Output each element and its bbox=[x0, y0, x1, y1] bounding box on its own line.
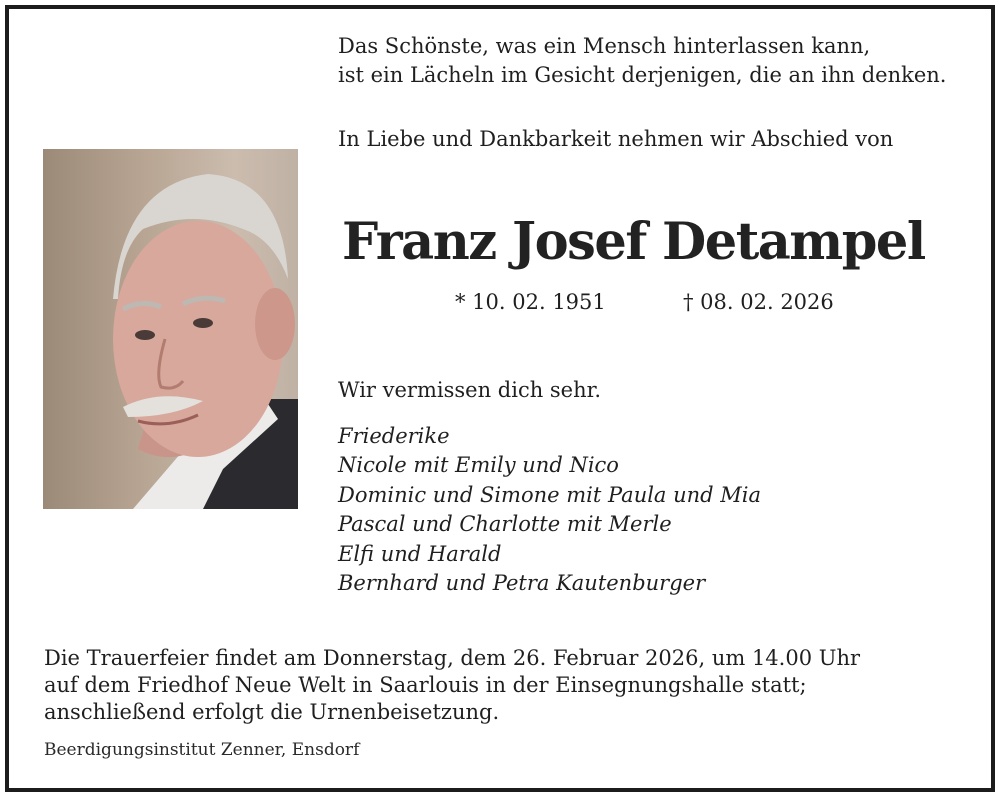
funeral-line-1: Die Trauerfeier findet am Donnerstag, dem 26. Februar 2026, um 14.00 Uhr bbox=[44, 646, 861, 670]
quote bbox=[338, 32, 946, 90]
funeral-details bbox=[44, 645, 860, 726]
death-date: † 08. 02. 2026 bbox=[683, 290, 834, 314]
mourner-item: Elfi und Harald bbox=[338, 541, 502, 566]
mourner-item: Friederike bbox=[338, 424, 450, 448]
mourners-list bbox=[338, 422, 761, 598]
undertaker-credit: Beerdigungsinstitut Zenner, Ensdorf bbox=[44, 740, 360, 760]
quote-line-1: Das Schönste, was ein Mensch hinterlassen kann, bbox=[338, 34, 871, 58]
intro-text: In Liebe und Dankbarkeit nehmen wir Abschied von bbox=[338, 127, 894, 151]
deceased-name: Franz Josef Detampel bbox=[342, 212, 925, 272]
mourner-item: Pascal und Charlotte mit Merle bbox=[338, 512, 672, 537]
funeral-line-2: auf dem Friedhof Neue Welt in Saarlouis in der Einsegnungshalle statt; bbox=[44, 673, 807, 697]
portrait-photo bbox=[43, 149, 298, 509]
mourner-item: Nicole mit Emily und Nico bbox=[338, 453, 619, 478]
farewell-message: Wir vermissen dich sehr. bbox=[338, 378, 602, 402]
mourner-item: Dominic und Simone mit Paula und Mia bbox=[338, 482, 762, 507]
mourner-item: Bernhard und Petra Kautenburger bbox=[338, 571, 706, 596]
quote-line-2: ist ein Lächeln im Gesicht derjenigen, die an ihn denken. bbox=[338, 63, 947, 87]
funeral-line-3: anschließend erfolgt die Urnenbeisetzung. bbox=[44, 700, 500, 724]
birth-date: * 10. 02. 1951 bbox=[455, 290, 606, 314]
